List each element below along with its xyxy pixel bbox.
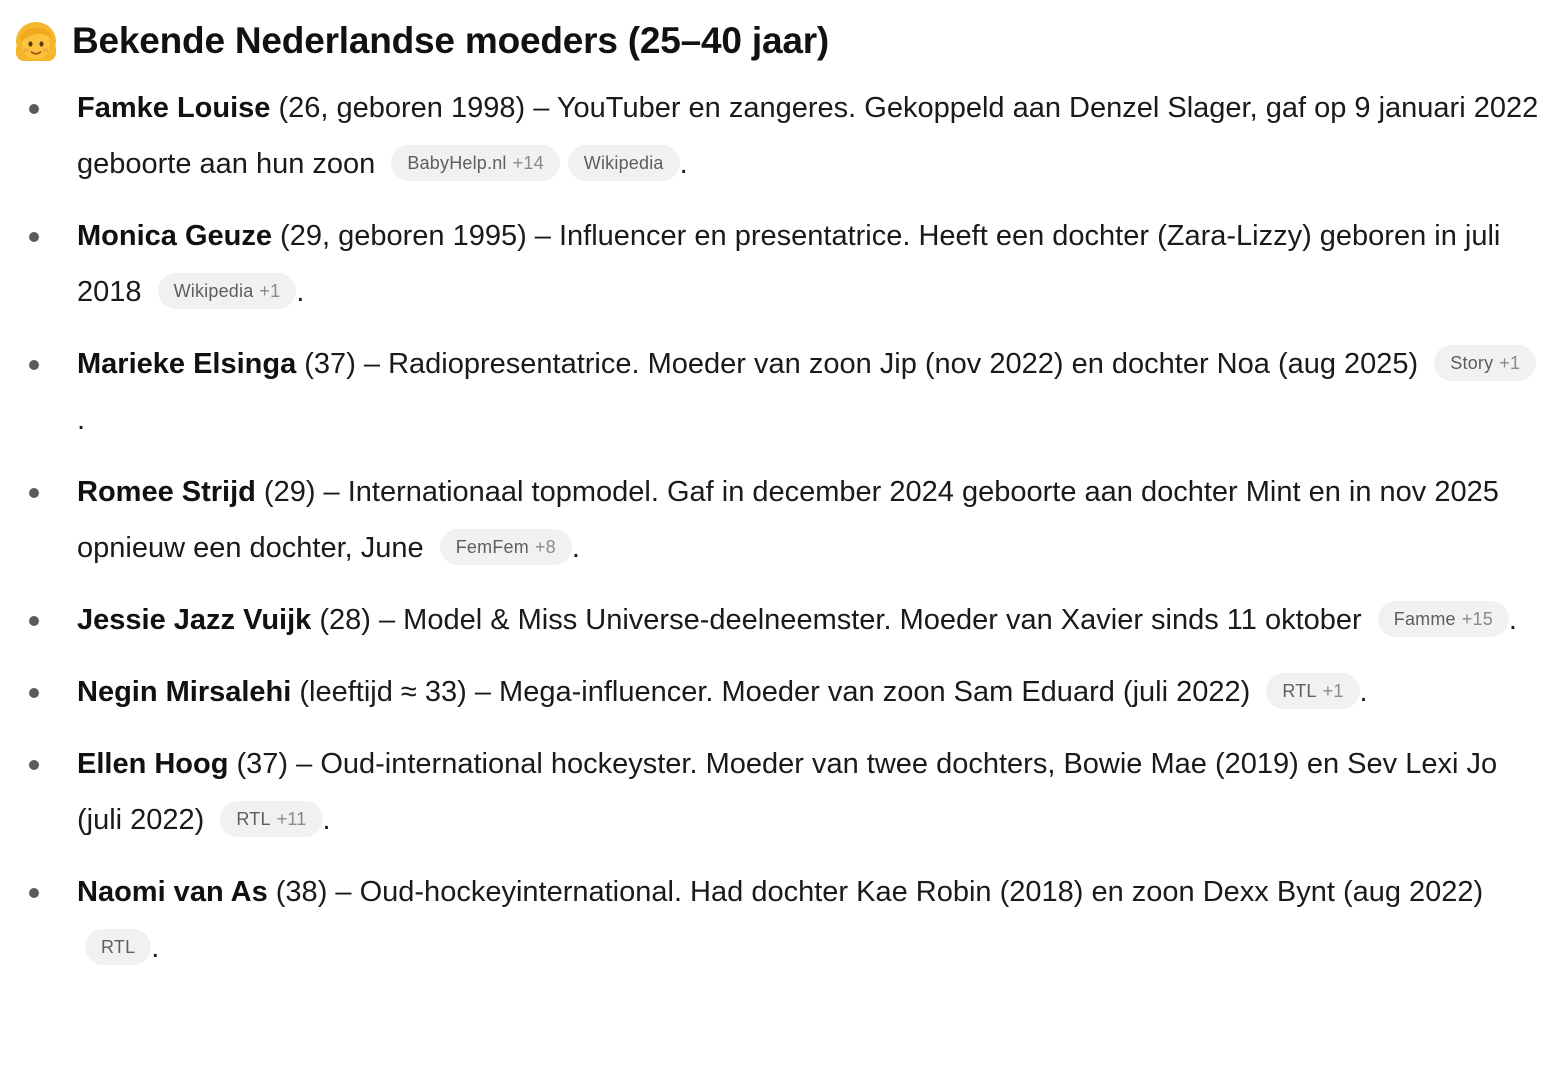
person-description: (29, geboren 1995) – Influencer en presentatrice. Heeft een dochter (Zara-Lizzy) geboren in juli 2018 — [77, 220, 1501, 308]
list-item — [14, 80, 1544, 192]
source-label: FemFem — [455, 537, 529, 558]
list-item — [14, 864, 1544, 976]
sentence-end: . — [1359, 676, 1368, 708]
list-item — [14, 736, 1544, 848]
source-count: +15 — [1461, 609, 1493, 630]
person-description: (leeftijd ≈ 33) – Mega-influencer. Moeder van zoon Sam Eduard (juli 2022) — [291, 676, 1251, 708]
bullet-icon — [29, 488, 39, 498]
bullet-icon — [29, 232, 39, 242]
source-count: +11 — [276, 809, 307, 830]
person-name: Jessie Jazz Vuijk — [77, 604, 312, 636]
section-heading — [14, 14, 1554, 68]
source-label: Wikipedia — [583, 153, 664, 174]
source-chip[interactable] — [1434, 345, 1536, 381]
person-name: Romee Strijd — [77, 476, 256, 508]
bullet-icon — [29, 360, 39, 370]
source-count: +1 — [1322, 681, 1344, 702]
person-name: Monica Geuze — [77, 220, 272, 252]
person-description: (37) – Oud-international hockeyster. Moeder van twee dochters, Bowie Mae (2019) en Sev Lexi Jo (juli 2022) — [77, 748, 1498, 836]
page-title: Bekende Nederlandse moeders (25–40 jaar) — [72, 20, 830, 61]
bullet-icon — [29, 616, 39, 626]
bullet-icon — [29, 888, 39, 898]
person-description: (38) – Oud-hockeyinternational. Had dochter Kae Robin (2018) en zoon Dexx Bynt (aug 2022) — [267, 876, 1484, 908]
mothers-list — [14, 80, 1544, 976]
source-chip[interactable] — [220, 801, 322, 837]
sentence-end: . — [151, 932, 160, 964]
source-chip[interactable] — [158, 273, 297, 309]
source-count: +1 — [1499, 353, 1521, 374]
person-description: (37) – Radiopresentatrice. Moeder van zoon Jip (nov 2022) en dochter Noa (aug 2025) — [296, 348, 1419, 380]
source-label: BabyHelp.nl — [407, 153, 507, 174]
bullet-icon — [29, 688, 39, 698]
list-item — [14, 208, 1544, 320]
source-count: +8 — [534, 537, 556, 558]
source-chip[interactable] — [85, 929, 151, 965]
source-chip[interactable] — [440, 529, 572, 565]
list-item — [14, 592, 1544, 648]
sentence-end: . — [296, 276, 305, 308]
woman-emoji-icon — [14, 19, 58, 63]
bullet-icon — [29, 760, 39, 770]
sentence-end: . — [322, 804, 331, 836]
person-name: Famke Louise — [77, 92, 271, 124]
sentence-end: . — [571, 532, 580, 564]
source-label: RTL — [101, 937, 136, 958]
sentence-end: . — [679, 148, 688, 180]
list-item — [14, 664, 1544, 720]
person-name: Naomi van As — [77, 876, 268, 908]
person-description: (26, geboren 1998) – YouTuber en zangeres. Gekoppeld aan Denzel Slager, gaf op 9 januari 2022 geboorte aan hun zoon — [77, 92, 1539, 180]
person-name: Marieke Elsinga — [77, 348, 297, 380]
source-label: Story — [1450, 353, 1494, 374]
sentence-end: . — [77, 404, 86, 436]
bullet-icon — [29, 104, 39, 114]
source-chip[interactable] — [1266, 673, 1359, 709]
source-label: RTL — [236, 809, 271, 830]
source-chip[interactable] — [1378, 601, 1509, 637]
sentence-end: . — [1508, 604, 1517, 636]
source-label: RTL — [1282, 681, 1317, 702]
person-description: (28) – Model & Miss Universe-deelneemster. Moeder van Xavier sinds 11 oktober — [311, 604, 1362, 636]
source-count: +14 — [512, 153, 544, 174]
source-label: Famme — [1393, 609, 1456, 630]
list-item — [14, 336, 1544, 448]
person-description: (29) – Internationaal topmodel. Gaf in december 2024 geboorte aan dochter Mint en in nov 2025 opnieuw een dochter, June — [77, 476, 1499, 564]
source-chip[interactable] — [568, 145, 680, 181]
source-chip[interactable] — [391, 145, 559, 181]
person-name: Negin Mirsalehi — [77, 676, 292, 708]
person-name: Ellen Hoog — [77, 748, 229, 780]
list-item — [14, 464, 1544, 576]
source-label: Wikipedia — [173, 281, 254, 302]
source-count: +1 — [259, 281, 281, 302]
